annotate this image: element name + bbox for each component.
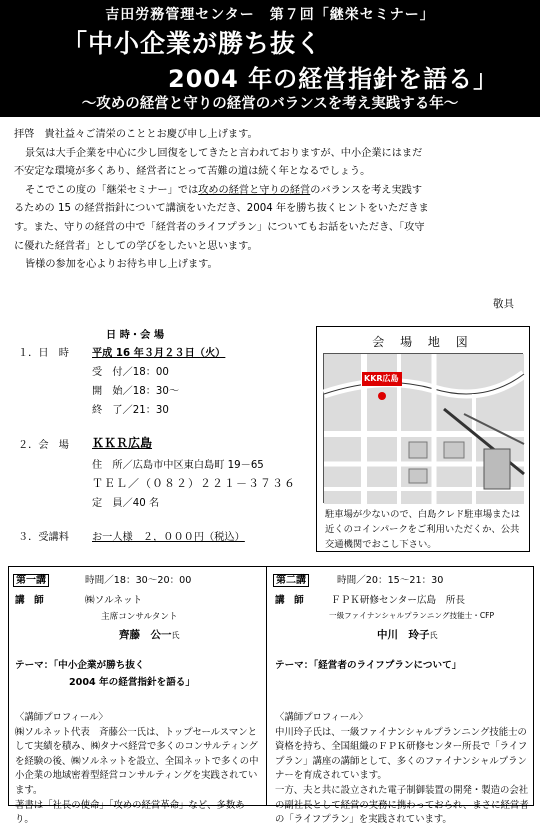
session-1-company: ㈱ソルネット (85, 595, 143, 606)
session-1-tag: 第一講 (13, 574, 49, 587)
session-2-theme (275, 657, 461, 671)
organizer-line: 吉田労務管理センター 第７回「継栄セミナー」 (105, 7, 435, 23)
session-1 (9, 567, 267, 826)
venue-map-box (316, 326, 530, 552)
letter-line: るための 15 の経営指針について講演をいただき、2004 年を勝ち抜くヒントをいただきま (14, 203, 429, 215)
info-heading: 日 時・会 場 (106, 330, 165, 341)
session-1-name (119, 627, 180, 642)
fee: お一人様 ２，０００円（税込） (92, 532, 245, 543)
session-2-tag: 第二講 (273, 574, 309, 587)
profile-text: ㈱ソルネット代表 斉藤公一氏は、トップセールスマンとして実績を積み、㈱タナベ経営で多くのコンサルティングを経験の後、㈱ソルネットを設立、全国ネットで多くの中小企業の地域密着型経営コンサルティングを実践されています。 (15, 726, 259, 796)
letter-line: 拝啓 貴社益々ご清栄のこととお慶び申し上げます。 (14, 129, 258, 140)
capacity: 定 員／40 名 (92, 498, 160, 509)
map-title: 会 場 地 図 (372, 335, 474, 349)
session-2-time: 時間／20：15～21：30 (337, 575, 444, 586)
title-line-1: 「中小企業が勝ち抜く (62, 29, 323, 58)
letter-text: のバランスを考え実践す (310, 184, 423, 196)
letter-text: そこでこの度の「継栄セミナー」では (25, 184, 199, 196)
venue-map-image (323, 353, 523, 503)
subtitle: ～攻めの経営と守りの経営のバランスを考え実践する年～ (81, 96, 459, 112)
reception-time: 受 付／18：00 (92, 367, 169, 378)
profile-heading: 〈講師プロフィール〉 (275, 712, 368, 723)
session-2-company: ＦＰＫ研修センター広島 所長 (331, 595, 465, 606)
letter-line: 皆様の参加を心よりお待ち申し上げます。 (25, 259, 218, 271)
underlined-phrase: 攻めの経営と守りの経営 (198, 184, 311, 196)
item-fee-label: ３．受講料 (18, 532, 69, 543)
title-line-2: 2004 年の経営指針を語る」 (168, 65, 499, 93)
venue-name: ＫＫＲ広島 (92, 436, 153, 450)
letter-line (14, 182, 526, 201)
session-2-profile (275, 711, 529, 828)
invitation-letter (14, 126, 526, 275)
profile-text: 一方、夫と共に設立された電子制御装置の開発・製造の会社の副社長として経営の実務に携わっておられ、まさに経営者の「ライフプラン」を実践されています。 (275, 784, 529, 826)
session-1-profile (15, 711, 263, 828)
honorific: 氏 (429, 631, 438, 640)
session-1-theme (15, 657, 145, 671)
letter-line: 景気は大手企業を中心に少し回復をしてきたと言われておりますが、中小企業にはまだ (25, 147, 423, 159)
session-2-role: 一級ファイナンシャルプランニング技能士・CFP (329, 611, 495, 620)
theme-label: テーマ： (275, 660, 314, 671)
start-time: 開 始／18：30～ (92, 386, 180, 397)
item-date-label: １．日 時 (18, 348, 69, 359)
closing-keigu: 敬具 (493, 298, 514, 310)
letter-line: に優れた経営者」としての学びをしたいと思います。 (14, 240, 258, 252)
letter-line: 不安定な環境が多くあり、経営者にとって苦難の道は続く年となるでしょう。 (14, 166, 371, 178)
session-2 (269, 567, 533, 826)
sessions-table (8, 566, 534, 826)
venue-tel: ＴＥＬ／（０８２）２２１－３７３６ (92, 477, 296, 490)
theme-line: 「経営者のライフプランについて」 (313, 660, 462, 671)
session-1-time: 時間／18：30～20：00 (85, 575, 192, 586)
lecturer-name: 齊藤 公一 (119, 629, 172, 641)
parking-note: 駐車場が少ないので、白島クレド駐車場または近くのコインパークをご利用いただくか、公共交通機関でおこし下さい。 (325, 509, 521, 550)
session-1-theme-2: 2004 年の経営指針を語る」 (69, 677, 195, 688)
end-time: 終 了／21：30 (92, 405, 169, 416)
event-date: 平成 16 年３月２３日（火） (92, 348, 226, 359)
venue-address: 住 所／広島市中区東白島町 19－65 (92, 460, 264, 471)
letter-line: す。また、守りの経営の中で「経営者のライフプラン」についてもお話をいただき、「攻守 (14, 221, 425, 233)
title-banner (0, 0, 540, 117)
theme-label: テーマ： (15, 660, 54, 671)
profile-heading: 〈講師プロフィール〉 (15, 712, 108, 723)
profile-books: 著書は「社長の使命」「攻めの経営革命」など、多数あり。 (15, 799, 245, 826)
session-1-role: 主席コンサルタント (101, 612, 178, 622)
theme-line: 「中小企業が勝ち抜く (53, 660, 145, 671)
session-2-name (377, 627, 438, 642)
map-kkr-label: KKR広島 (364, 374, 399, 383)
honorific: 氏 (171, 631, 180, 640)
lecturer-name: 中川 玲子 (377, 629, 430, 641)
session-2-lecturer-label: 講 師 (275, 595, 304, 606)
map-drawing (324, 354, 524, 504)
item-venue-label: ２．会 場 (18, 440, 69, 451)
session-1-lecturer-label: 講 師 (15, 595, 44, 606)
profile-text: 中川玲子氏は、一級ファイナンシャルプランニング技能士の資格を持ち、全国組織のＦＰＫ研修センター所長で「ライフプラン」講座の講師として、多くのファイナンシャルプランナーを育成されています。 (275, 726, 528, 782)
